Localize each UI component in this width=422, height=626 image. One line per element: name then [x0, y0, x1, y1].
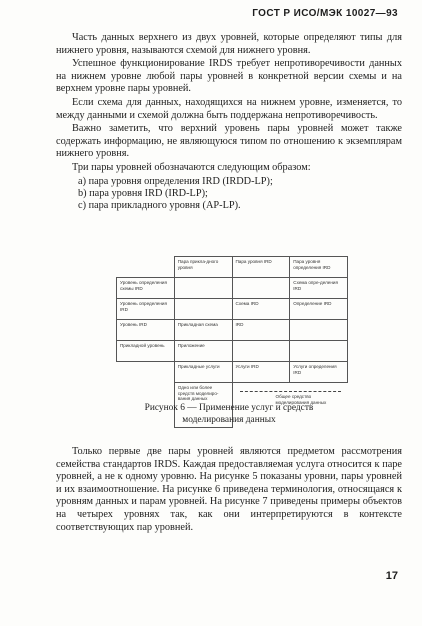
- list-item-ird-lp: b) пара уровня IRD (IRD-LP);: [78, 187, 208, 199]
- page-number: 17: [385, 570, 398, 582]
- table-row: [117, 362, 348, 383]
- table-row: [117, 278, 348, 299]
- caption-line: моделирования данных: [182, 415, 276, 425]
- table-cell: Определение IRD: [290, 299, 348, 320]
- caption-line: Рисунок 6 — Применение услуг и средств: [144, 403, 314, 413]
- table-row: [117, 341, 348, 362]
- table-row-label: Уровень IRD: [117, 320, 175, 341]
- paragraph-schema-change: Если схема для данных, находящихся на нижнем уровне, изменяется, то между данными и схемой должна быть поддержана непротиворечивость.: [56, 96, 402, 121]
- table-cell: [174, 299, 232, 320]
- table-cell: Услуги IRD: [232, 362, 290, 383]
- table-row-label: Прикладной уровень: [117, 341, 175, 362]
- table-row: [117, 320, 348, 341]
- table-cell: Схема IRD: [232, 299, 290, 320]
- body-text-top: [56, 32, 402, 213]
- table-cell: Прикладные услуги: [174, 362, 232, 383]
- paragraph-upper-level-note: Важно заметить, что верхний уровень пары уровней может также содержать информацию, не являющуюся типом по отношению к экземплярам нижнего уровня.: [56, 123, 402, 160]
- table-cell: [117, 362, 175, 383]
- table-cell: Одно или более средств моделиро-вания данных: [174, 383, 232, 428]
- table-cell: Прикладная схема: [174, 320, 232, 341]
- table-cell: [290, 320, 348, 341]
- body-text-bottom: [56, 446, 402, 534]
- table-cell: [174, 278, 232, 299]
- table-row-label: Уровень определения схемы IRD: [117, 278, 175, 299]
- dashed-line: [240, 391, 341, 392]
- table-cell: Схема опре-деления IRD: [290, 278, 348, 299]
- table-cell: Приложение: [174, 341, 232, 362]
- table-cell: [232, 278, 290, 299]
- table-cell: IRD: [232, 320, 290, 341]
- table-header-cell: Пара прикла-дного уровня: [174, 257, 232, 278]
- list-item-ap-lp: с) пара прикладного уровня (AP-LP).: [78, 200, 241, 212]
- table-row: [117, 299, 348, 320]
- paragraph-closing: Только первые две пары уровней являются предметом рассмотрения семейства стандартов IRDS. Каждая предоставляемая услуга относится к паре уровней, а не к одному уровню. На рисунке 5 показаны уровни, пары уровней и их взаимоотношение. На рисунке 6 приведена терминология, относящаяся к уровням данных и парам уровней. На рисунке 7 приведены примеры объектов на четырех уровнях так, как они интерпретируются в контексте соответствующих пар уровней.: [56, 446, 402, 533]
- table-cell-text: Общее средство моделирования данных: [275, 394, 327, 405]
- figure-caption: [56, 402, 402, 426]
- table-row: [117, 257, 348, 278]
- paragraph-schema-definition: Часть данных верхнего из двух уровней, которые определяют типы для нижнего уровня, называются схемой для нижнего уровня.: [56, 32, 402, 56]
- table-header-cell: Пара уровня IRD: [232, 257, 290, 278]
- table-cell: Услуги определения IRD: [290, 362, 348, 383]
- table-cell: [290, 341, 348, 362]
- paragraph-level-pairs-intro: Три пары уровней обозначаются следующим образом:: [72, 161, 311, 173]
- list-item-irdd-lp: а) пара уровня определения IRD (IRDD-LP);: [78, 175, 273, 187]
- paragraph-consistency-requirement: Успешное функционирование IRDS требует непротиворечивости данных на нижнем уровне любой пары уровней в конкретной версии схемы и на верхнем уровне пары уровней.: [56, 58, 402, 95]
- document-header: ГОСТ Р ИСО/МЭК 10027—93: [252, 8, 398, 19]
- table-row-label: Уровень определения IRD: [117, 299, 175, 320]
- table-cell: [232, 341, 290, 362]
- table-header-cell: Пара уровня определения IRD: [290, 257, 348, 278]
- table-cell: [117, 257, 175, 278]
